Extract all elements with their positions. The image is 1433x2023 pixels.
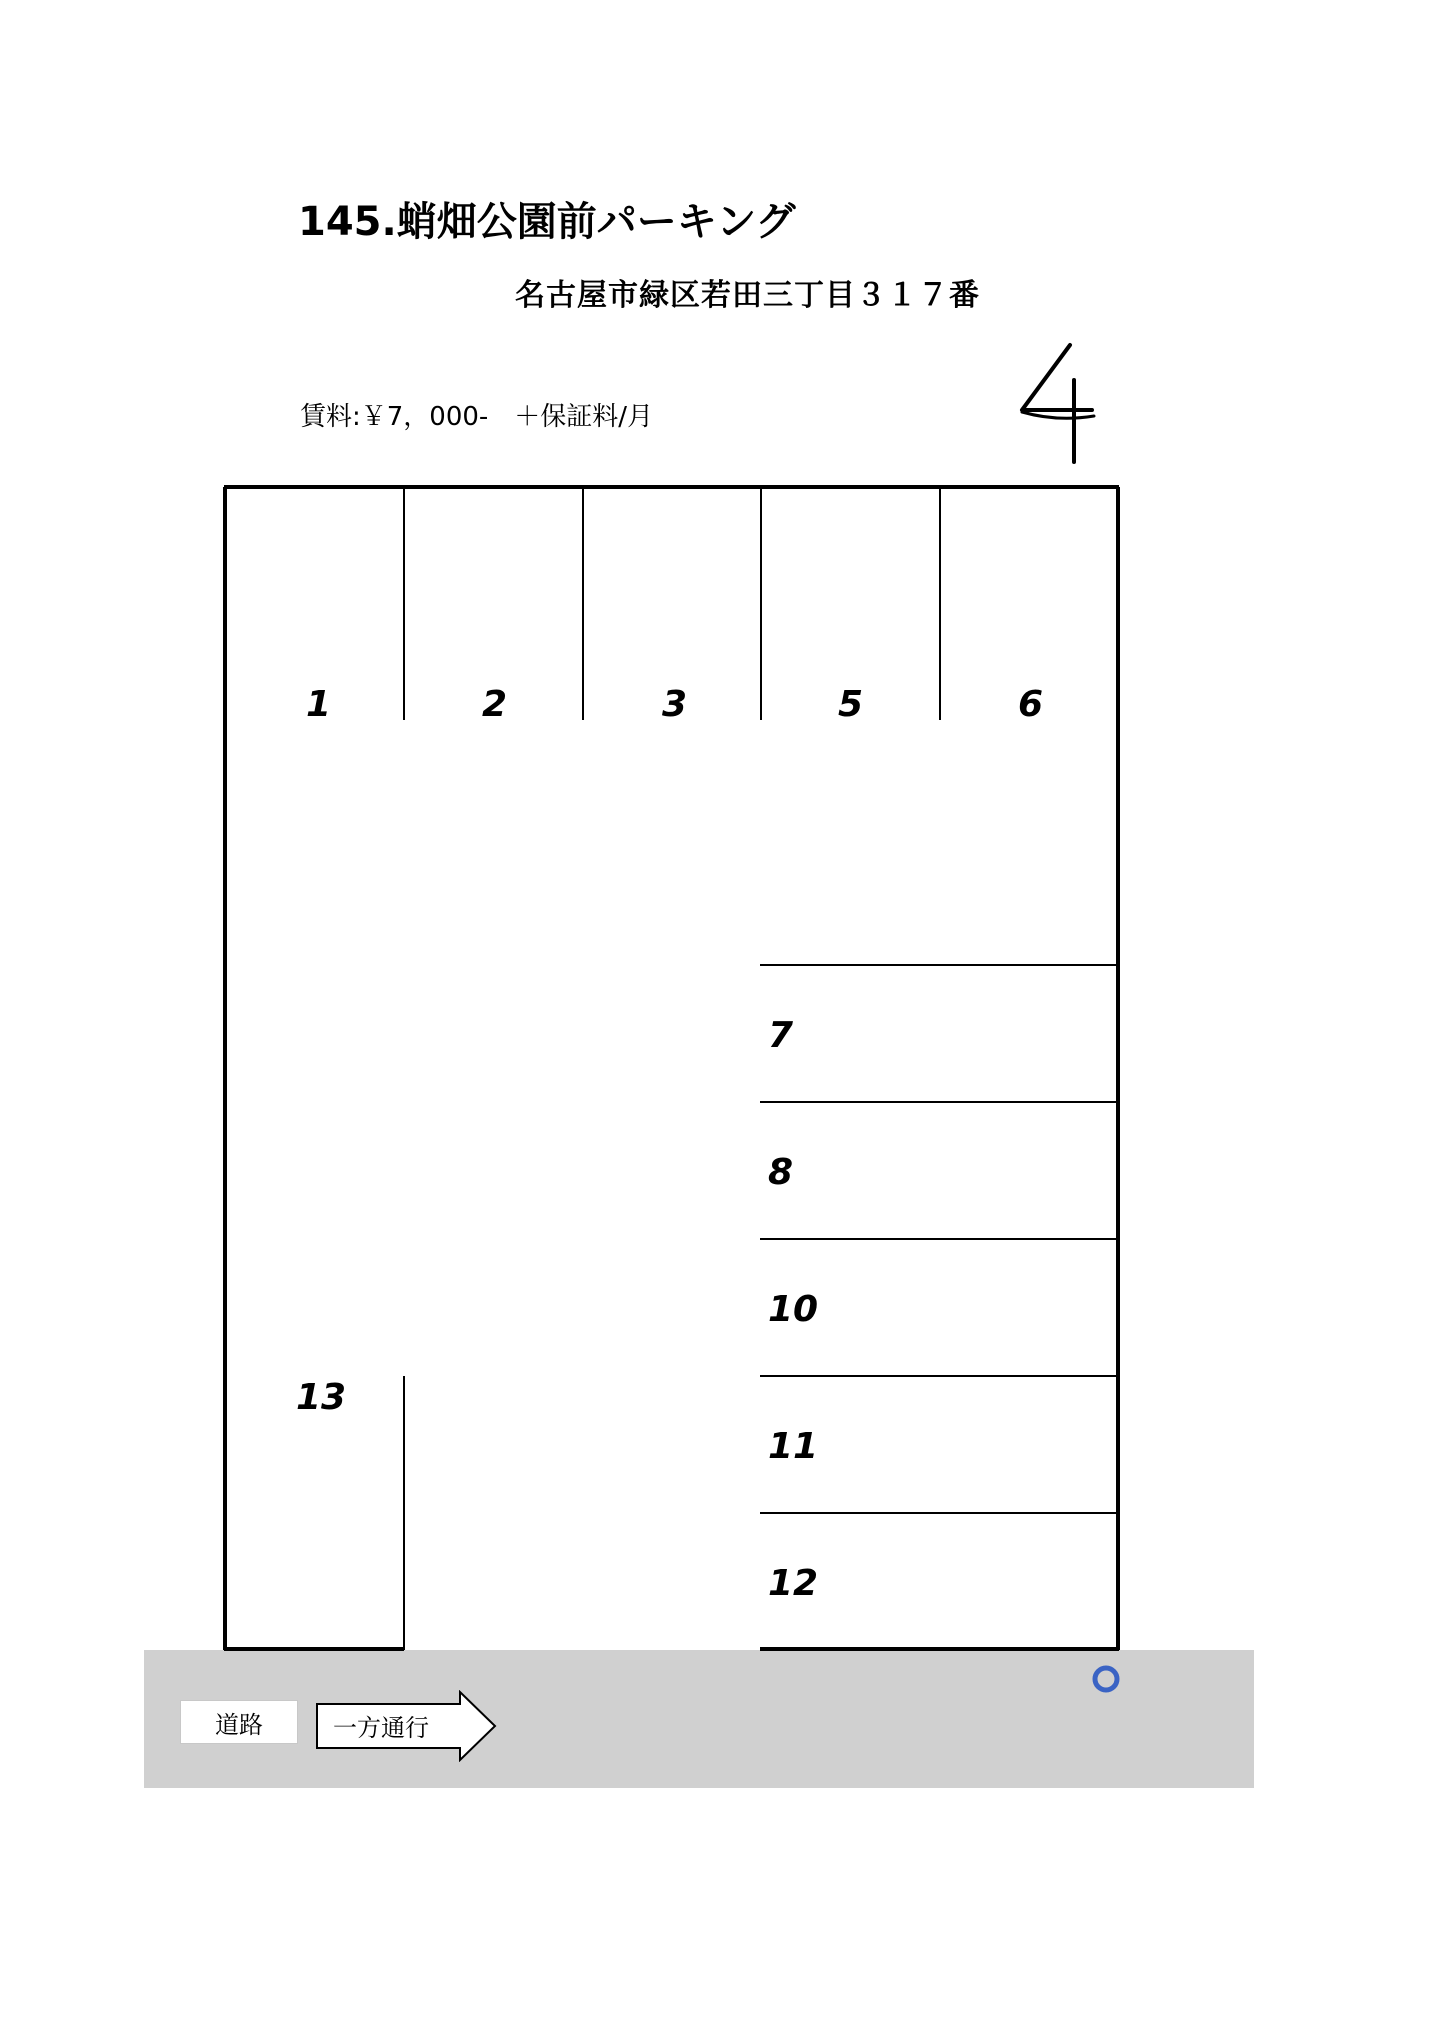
- spot-label-7: 7: [768, 1015, 794, 1056]
- spot-label-3: 3: [662, 684, 688, 725]
- spot-label-6: 6: [1018, 684, 1044, 725]
- spot-label-1: 1: [306, 684, 332, 725]
- spot-label-13: 13: [296, 1377, 347, 1418]
- spot-label-11: 11: [768, 1426, 819, 1467]
- spot-label-2: 2: [482, 684, 508, 725]
- location-marker-icon: [1092, 1665, 1120, 1693]
- rent-text: 賃料:￥7，000- ＋保証料/月: [300, 402, 654, 432]
- one-way-label: 一方通行: [333, 1714, 429, 1742]
- spot-label-10: 10: [768, 1289, 819, 1330]
- spot-label-5: 5: [838, 684, 864, 725]
- spot-label-12: 12: [768, 1563, 819, 1604]
- address: 名古屋市緑区若田三丁目３１７番: [515, 278, 980, 313]
- road-label: 道路: [180, 1700, 298, 1744]
- page-title: 145.蛸畑公園前パーキング: [298, 199, 796, 245]
- spot-label-8: 8: [768, 1152, 794, 1193]
